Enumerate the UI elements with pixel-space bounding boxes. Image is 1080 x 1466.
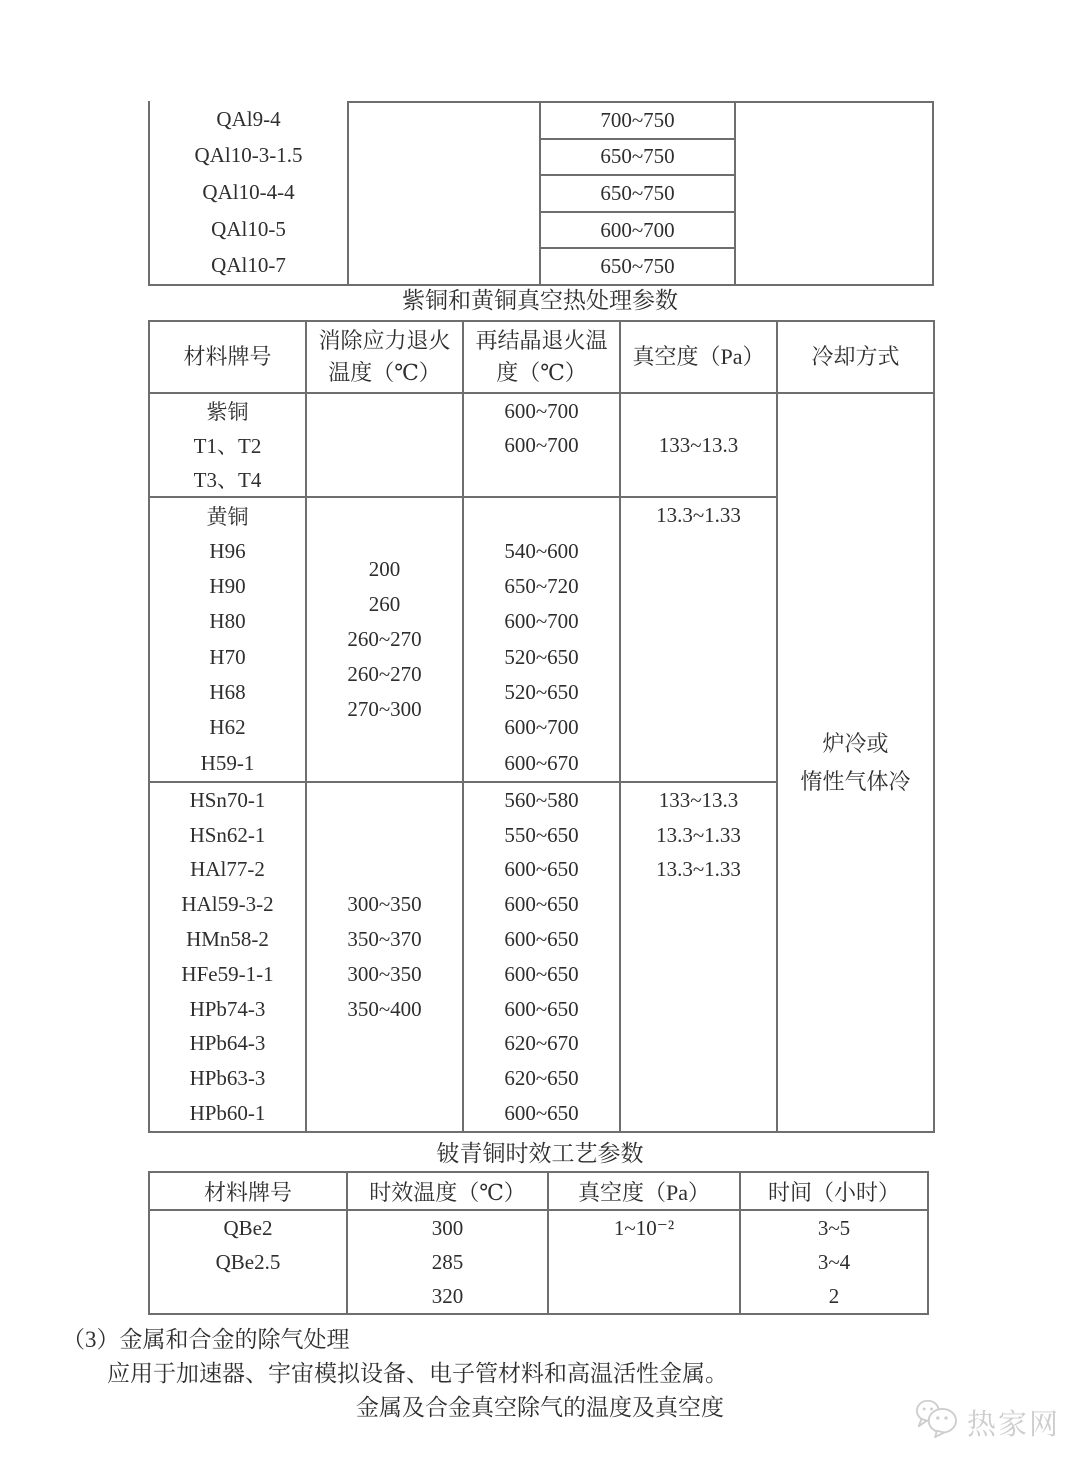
table-cell: H68 <box>209 680 246 705</box>
table-cell <box>307 394 462 428</box>
header-label: 时效温度（℃） <box>369 1179 526 1205</box>
column-empty <box>734 101 934 284</box>
watermark-label: 热家网 <box>967 1408 1061 1441</box>
table-cell: 520~650 <box>504 680 579 705</box>
table-cell: 300~350 <box>347 892 422 917</box>
column-header <box>150 322 305 394</box>
table-cell: QAl10-5 <box>211 216 286 241</box>
table-cell <box>307 1096 462 1131</box>
table-cell: H80 <box>209 609 246 634</box>
column-header <box>778 322 933 394</box>
section-copper-recryst <box>464 394 619 498</box>
table-cell: H70 <box>209 644 246 669</box>
table-cell <box>621 462 776 496</box>
table-cell: 260~270 <box>347 662 422 686</box>
table-cell: HMn58-2 <box>186 927 269 952</box>
table-cell: 200 <box>368 557 401 581</box>
table-cell <box>621 394 776 428</box>
table-cell: 620~650 <box>504 1066 579 1091</box>
cooling-line2: 惰性气体冷 <box>800 768 911 794</box>
column-cells <box>549 1211 739 1313</box>
table-cell: 270~300 <box>347 697 422 721</box>
table-cell: 650~750 <box>600 254 675 279</box>
column-empty <box>347 101 539 284</box>
table-cell <box>307 1061 462 1096</box>
table-cell <box>621 675 776 710</box>
table-cell: H96 <box>209 538 246 563</box>
column-material-grade <box>148 101 347 284</box>
table-cell: 600~700 <box>504 432 579 457</box>
section-brass-recryst <box>464 498 619 783</box>
column-recrystallization-temp <box>462 322 619 1131</box>
column-header <box>741 1173 927 1211</box>
table-cell: 260~270 <box>347 627 422 651</box>
column-temperature <box>539 101 734 284</box>
section-copper-materials <box>150 394 305 498</box>
section-brass-materials <box>150 498 305 783</box>
table-cell: 260 <box>368 592 401 616</box>
table-cell: 650~720 <box>504 573 579 598</box>
table-cell: 2 <box>828 1283 840 1308</box>
section-special-brass-materials <box>150 783 305 1131</box>
table-cell: 620~670 <box>504 1031 579 1056</box>
table-cell: 600~670 <box>504 750 579 775</box>
table-cell: 600~650 <box>504 961 579 986</box>
table-cell <box>621 992 776 1027</box>
watermark <box>912 1398 1060 1446</box>
table-cell <box>621 1027 776 1062</box>
table-cell: 3~4 <box>817 1249 851 1274</box>
table-cell: 133~13.3 <box>658 432 739 457</box>
table-caption-copper-brass: 紫铜和黄铜真空热处理参数 <box>402 288 678 313</box>
table-cell: QBe2.5 <box>215 1249 281 1274</box>
table-cell: QAl9-4 <box>216 106 281 131</box>
header-label: 时间（小时） <box>767 1179 900 1205</box>
column-material-grade <box>150 322 305 1131</box>
table-cell: 黄铜 <box>206 504 249 529</box>
table-cell <box>150 1279 346 1313</box>
section-copper-vacuum <box>621 394 776 498</box>
table-cell: 300~350 <box>347 961 422 986</box>
table-cell <box>549 1279 739 1313</box>
header-label: 冷却方式 <box>811 344 900 369</box>
column-header <box>150 1173 346 1211</box>
column-time-hours <box>739 1173 927 1313</box>
table-cell: HPb64-3 <box>189 1031 266 1056</box>
table-caption-degassing: 金属及合金真空除气的温度及真空度 <box>356 1395 724 1420</box>
table-cell: 133~13.3 <box>658 787 739 812</box>
table-cell <box>621 1096 776 1131</box>
table-cell: 600~650 <box>504 892 579 917</box>
table-cell: 紫铜 <box>206 400 249 424</box>
table-cell <box>621 604 776 639</box>
table-cell <box>621 887 776 922</box>
beryllium-bronze-aging-table <box>148 1171 929 1315</box>
table-cell: 540~600 <box>504 538 579 563</box>
table-cell: 520~650 <box>504 644 579 669</box>
table-cell <box>621 922 776 957</box>
table-cell: 350~400 <box>347 996 422 1021</box>
header-label: 真空度（Pa） <box>632 344 765 369</box>
table-cell: HSn62-1 <box>189 822 266 847</box>
column-cooling-method <box>776 322 933 1131</box>
table-cell <box>464 462 619 496</box>
table-cell: 700~750 <box>541 103 734 140</box>
table-cell: 3~5 <box>817 1215 851 1240</box>
table-cell: 600~650 <box>504 1101 579 1126</box>
table-cell: QAl10-7 <box>211 253 286 278</box>
header-label-line2: 温度（℃） <box>328 360 441 385</box>
paragraph-application: 应用于加速器、宇宙模拟设备、电子管材料和高温活性金属。 <box>107 1361 728 1386</box>
table-cell: HPb60-1 <box>189 1101 266 1126</box>
table-cell: QAl10-4-4 <box>202 179 295 204</box>
table-cell <box>307 818 462 853</box>
table-cell: HFe59-1-1 <box>181 961 274 986</box>
table-cell <box>621 746 776 781</box>
table-cell: 300 <box>431 1215 464 1240</box>
table-cell: 285 <box>431 1249 464 1274</box>
table-cell <box>307 1027 462 1062</box>
column-cells <box>348 1211 547 1313</box>
column-cells <box>150 1211 346 1313</box>
wechat-icon <box>912 1398 960 1446</box>
table-cell <box>307 853 462 888</box>
table-cell: HAl59-3-2 <box>181 892 274 917</box>
header-label-line1: 消除应力退火 <box>318 328 451 353</box>
table-cell: 650~750 <box>541 140 734 177</box>
table-cell: HPb74-3 <box>189 996 266 1021</box>
table-cell: HSn70-1 <box>189 787 266 812</box>
table-cell: T1、T2 <box>193 434 262 458</box>
table-cell: T3、T4 <box>193 468 262 492</box>
column-header <box>621 322 776 394</box>
table-cell: HPb63-3 <box>189 1066 266 1091</box>
column-vacuum-degree <box>619 322 776 1131</box>
table-cell: QAl10-3-1.5 <box>194 143 303 168</box>
section-brass-stress-relief <box>307 498 462 783</box>
table-cell: 560~580 <box>504 787 579 812</box>
section-special-brass-recryst <box>464 783 619 1131</box>
header-label: 材料牌号 <box>183 344 272 369</box>
table-cell: 600~650 <box>504 857 579 882</box>
column-vacuum-degree <box>547 1173 739 1313</box>
copper-brass-parameters-table <box>148 320 935 1133</box>
table-cell: 13.3~1.33 <box>656 503 741 528</box>
table-cell: 600~700 <box>504 398 579 423</box>
cooling-method-value <box>778 394 933 1131</box>
table-cell: HAl77-2 <box>190 857 265 882</box>
table-cell: H62 <box>209 715 246 740</box>
cooling-line1: 炉冷或 <box>822 730 889 756</box>
column-aging-temp <box>346 1173 547 1313</box>
table-cell: 13.3~1.33 <box>656 822 741 847</box>
table-cell <box>621 569 776 604</box>
section-special-brass-stress-relief <box>307 783 462 1131</box>
column-stress-relief-temp <box>305 322 462 1131</box>
header-label: 真空度（Pa） <box>577 1179 710 1205</box>
table-cell <box>621 710 776 745</box>
table-cell: 600~700 <box>504 715 579 740</box>
table-cell: 600~650 <box>504 927 579 952</box>
header-label: 材料牌号 <box>203 1179 292 1205</box>
table-cell <box>621 533 776 568</box>
table-cell: 600~650 <box>504 996 579 1021</box>
table-cell <box>307 428 462 462</box>
column-header <box>307 322 462 394</box>
previous-table-fragment <box>148 101 934 286</box>
table-cell: 1~10⁻² <box>613 1215 675 1240</box>
table-caption-beryllium-bronze: 铍青铜时效工艺参数 <box>436 1141 644 1166</box>
table-cell: 550~650 <box>504 822 579 847</box>
table-cell: 600~700 <box>504 609 579 634</box>
section-copper-stress-relief <box>307 394 462 498</box>
table-cell <box>307 462 462 496</box>
table-cell <box>621 957 776 992</box>
column-header <box>549 1173 739 1211</box>
column-header <box>464 322 619 394</box>
table-cell <box>621 1061 776 1096</box>
table-cell: 600~700 <box>541 213 734 250</box>
header-label-line2: 度（℃） <box>496 360 587 385</box>
column-material-grade <box>150 1173 346 1313</box>
table-cell <box>549 1245 739 1279</box>
table-cell: H59-1 <box>200 750 255 775</box>
column-cells <box>741 1211 927 1313</box>
table-cell: 320 <box>431 1283 464 1308</box>
table-cell <box>621 640 776 675</box>
table-cell: H90 <box>209 573 246 598</box>
section-special-brass-vacuum <box>621 783 776 1131</box>
table-cell <box>307 783 462 818</box>
table-cell: 650~750 <box>541 176 734 213</box>
table-cell: QBe2 <box>223 1215 273 1240</box>
table-cell <box>464 498 619 533</box>
table-cell: 13.3~1.33 <box>656 857 741 882</box>
table-cell: 350~370 <box>347 927 422 952</box>
column-header <box>348 1173 547 1211</box>
heading-degassing: （3）金属和合金的除气处理 <box>62 1327 350 1352</box>
section-brass-vacuum <box>621 498 776 783</box>
header-label-line1: 再结晶退火温 <box>475 328 608 353</box>
